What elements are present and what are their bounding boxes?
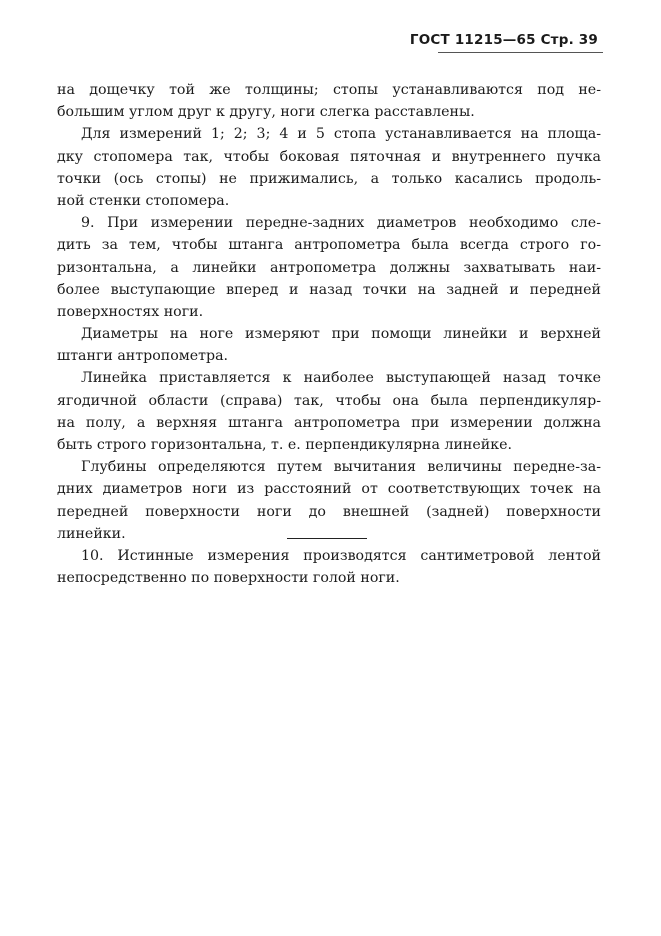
text-line: 9. При измерении передне-задних диаметров необходимо сле- [81, 215, 601, 232]
text-line: дить за тем, чтобы штанга антропометра была всегда строго го- [57, 237, 601, 254]
text-line: ризонтальна, а линейки антропометра должны захватывать наи- [57, 259, 601, 276]
text-line: поверхностях ноги. [57, 303, 204, 320]
text-line: 10. Истинные измерения производятся сантиметровой лентой [81, 547, 601, 564]
text-line: большим углом друг к другу, ноги слегка расставлены. [57, 104, 475, 121]
text-line: быть строго горизонтальна, т. е. перпендикулярна линейке. [57, 437, 512, 453]
text-line: линейки. [57, 525, 126, 542]
text-line: Диаметры на ноге измеряют при помощи линейки и верхней [81, 326, 601, 343]
text-line: Линейка приставляется к наиболее выступающей назад точке [81, 370, 601, 387]
page-number: Стр. 39 [540, 32, 598, 48]
text-line: непосредственно по поверхности голой ноги. [57, 570, 400, 587]
body-text [57, 79, 601, 589]
header-rule [438, 52, 603, 53]
text-line: дних диаметров ноги из расстояний от соответствующих точек на [57, 481, 601, 498]
text-line: более выступающие вперед и назад точки на задней и передней [57, 281, 601, 298]
text-line: передней поверхности ноги до внешней (задней) поверхности [57, 503, 601, 520]
text-line: точки (ось стопы) не прижимались, а только касались продоль- [57, 170, 601, 187]
text-line: на дощечку той же толщины; стопы устанавливаются под не- [57, 82, 601, 98]
text-line: ной стенки стопомера. [57, 192, 230, 209]
end-rule [287, 538, 367, 539]
text-line: штанги антропометра. [57, 348, 229, 365]
text-line: Для измерений 1; 2; 3; 4 и 5 стопа устанавливается на площа- [81, 126, 601, 143]
text-line: на полу, а верхняя штанга антропометра при измерении должна [57, 414, 601, 431]
text-line: Глубины определяются путем вычитания величины передне-за- [81, 459, 601, 476]
text-line: ягодичной области (справа) так, чтобы она была перпендикуляр- [57, 392, 601, 409]
page-header [410, 32, 598, 48]
text-line: дку стопомера так, чтобы боковая пяточная и внутреннего пучка [57, 148, 601, 165]
standard-number: ГОСТ 11215—65 [409, 32, 536, 48]
